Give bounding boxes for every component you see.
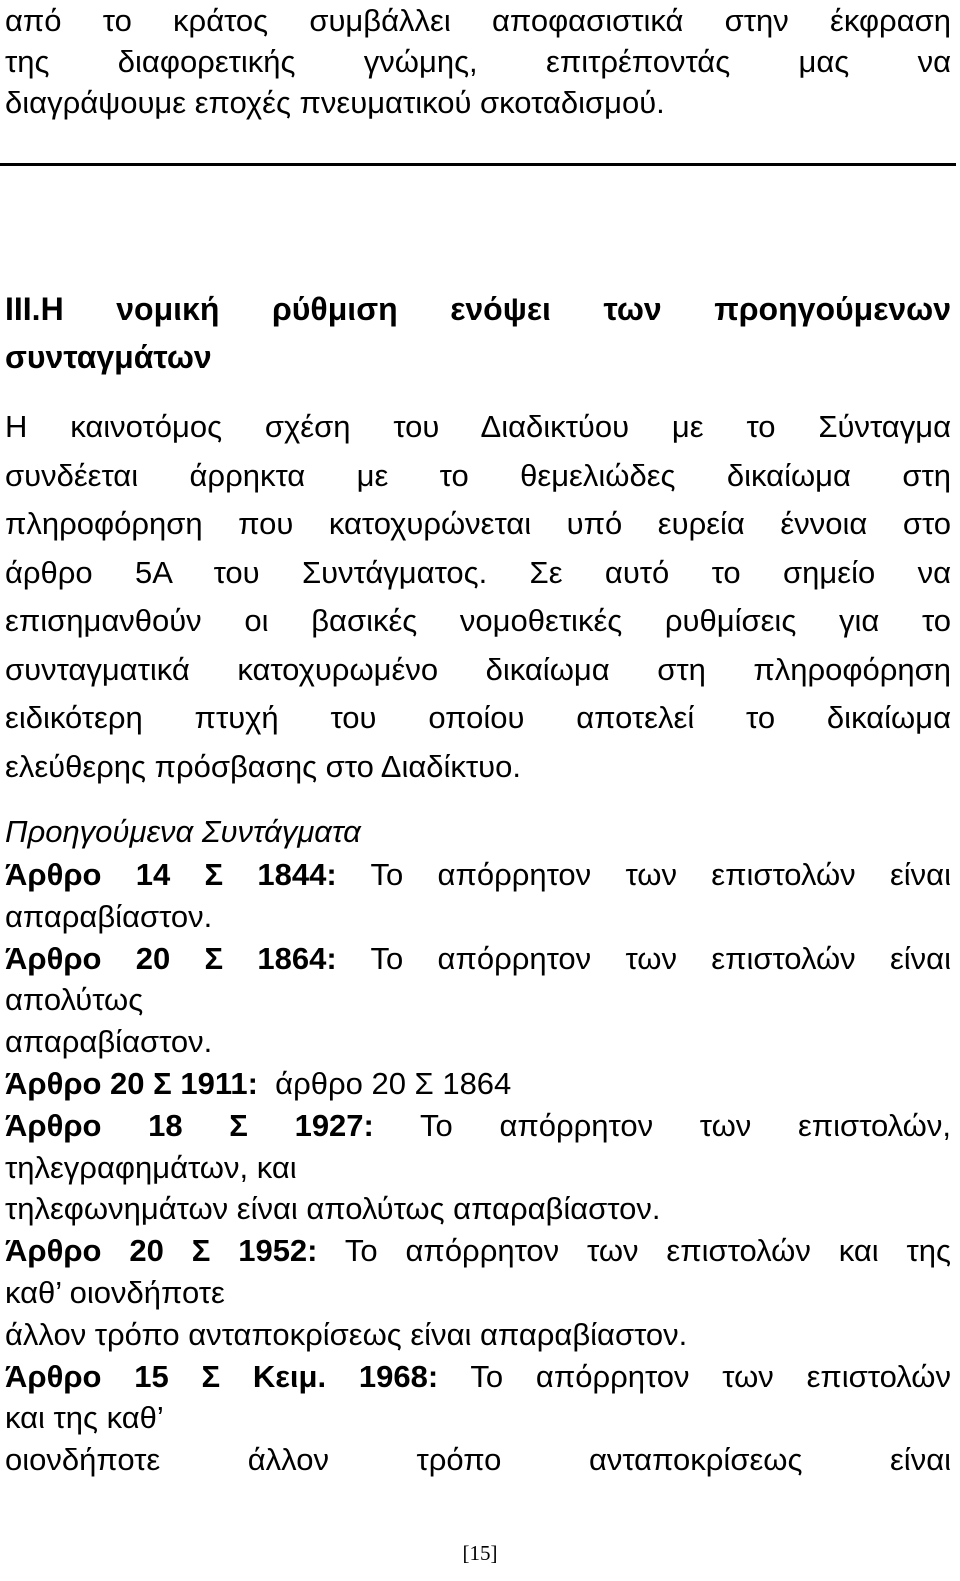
article-text: άρθρο 20 Σ 1864	[275, 1065, 512, 1101]
text-line: πληροφόρηση που κατοχυρώνεται υπό ευρεία έννοια στο	[5, 506, 951, 541]
article-text: Το απόρρητον των επιστολών είναι	[370, 940, 951, 976]
page-number: [15]	[462, 1541, 498, 1565]
article-label: Άρθρο 15 Σ Κειμ. 1968:	[5, 1358, 439, 1394]
article-continuation: απολύτως	[5, 982, 144, 1018]
article-entry-line	[5, 1105, 951, 1147]
text-line: επισημανθούν οι βασικές νομοθετικές ρυθμίσεις για το	[5, 603, 951, 638]
list-subtitle: Προηγούμενα Συντάγματα	[5, 814, 361, 849]
article-text: Το απόρρητον των επιστολών είναι	[370, 857, 951, 892]
section-heading	[5, 285, 951, 381]
article-label: Άρθρο 18 Σ 1927:	[5, 1107, 374, 1143]
article-text: Το απόρρητον των επιστολών και της	[344, 1233, 951, 1269]
heading-line: συνταγμάτων	[5, 339, 212, 375]
article-continuation: απαραβίαστον.	[5, 1024, 213, 1060]
text-line: από το κράτος συμβάλλει αποφασιστικά στην έκφραση	[5, 3, 951, 38]
previous-constitutions-list	[5, 810, 951, 1481]
body-paragraph	[5, 403, 951, 791]
article-continuation: τηλεφωνημάτων είναι απολύτως απαραβίαστον.	[5, 1191, 661, 1227]
article-entry-line	[5, 1063, 951, 1105]
text-line: συνδέεται άρρηκτα με το θεμελιώδες δικαίωμα στη	[5, 457, 951, 493]
article-entry-line	[5, 938, 951, 980]
text-line: διαγράψουμε εποχές πνευματικού σκοταδισμού.	[5, 85, 665, 120]
text-line: ελεύθερης πρόσβασης στο Διαδίκτυο.	[5, 748, 521, 784]
heading-line: III.Η νομική ρύθμιση ενόψει των προηγούμενων	[5, 291, 951, 327]
section-divider	[0, 163, 956, 166]
text-line: συνταγματικά κατοχυρωμένο δικαίωμα στη πληροφόρηση	[5, 651, 951, 687]
text-line: Η καινοτόμος σχέση του Διαδικτύου με το Σύνταγμα	[5, 409, 951, 444]
article-continuation: οιονδήποτε άλλον τρόπο ανταποκρίσεως είναι	[5, 1442, 951, 1478]
article-continuation: τηλεγραφημάτων, και	[5, 1149, 297, 1185]
article-continuation: καθ’ οιονδήποτε	[5, 1274, 225, 1310]
text-line: της διαφορετικής γνώμης, επιτρέποντάς μας να	[5, 44, 951, 79]
article-text: Το απόρρητον των επιστολών	[470, 1358, 951, 1394]
article-entry-line	[5, 1230, 951, 1272]
text-line: άρθρο 5Α του Συντάγματος. Σε αυτό το σημείο να	[5, 554, 951, 590]
article-entry-line	[5, 854, 951, 896]
article-continuation: και της καθ’	[5, 1400, 164, 1436]
article-continuation: απαραβίαστον.	[5, 898, 213, 934]
article-entry-line	[5, 1356, 951, 1398]
article-label: Άρθρο 14 Σ 1844:	[5, 857, 337, 892]
article-label: Άρθρο 20 Σ 1952:	[5, 1233, 318, 1269]
article-text: Το απόρρητον των επιστολών,	[420, 1107, 951, 1143]
article-continuation: άλλον τρόπο ανταποκρίσεως είναι απαραβίαστον.	[5, 1316, 688, 1352]
article-label: Άρθρο 20 Σ 1911:	[5, 1065, 258, 1101]
text-line: ειδικότερη πτυχή του οποίου αποτελεί το δικαίωμα	[5, 700, 951, 735]
intro-paragraph	[5, 0, 951, 123]
article-label: Άρθρο 20 Σ 1864:	[5, 940, 337, 976]
